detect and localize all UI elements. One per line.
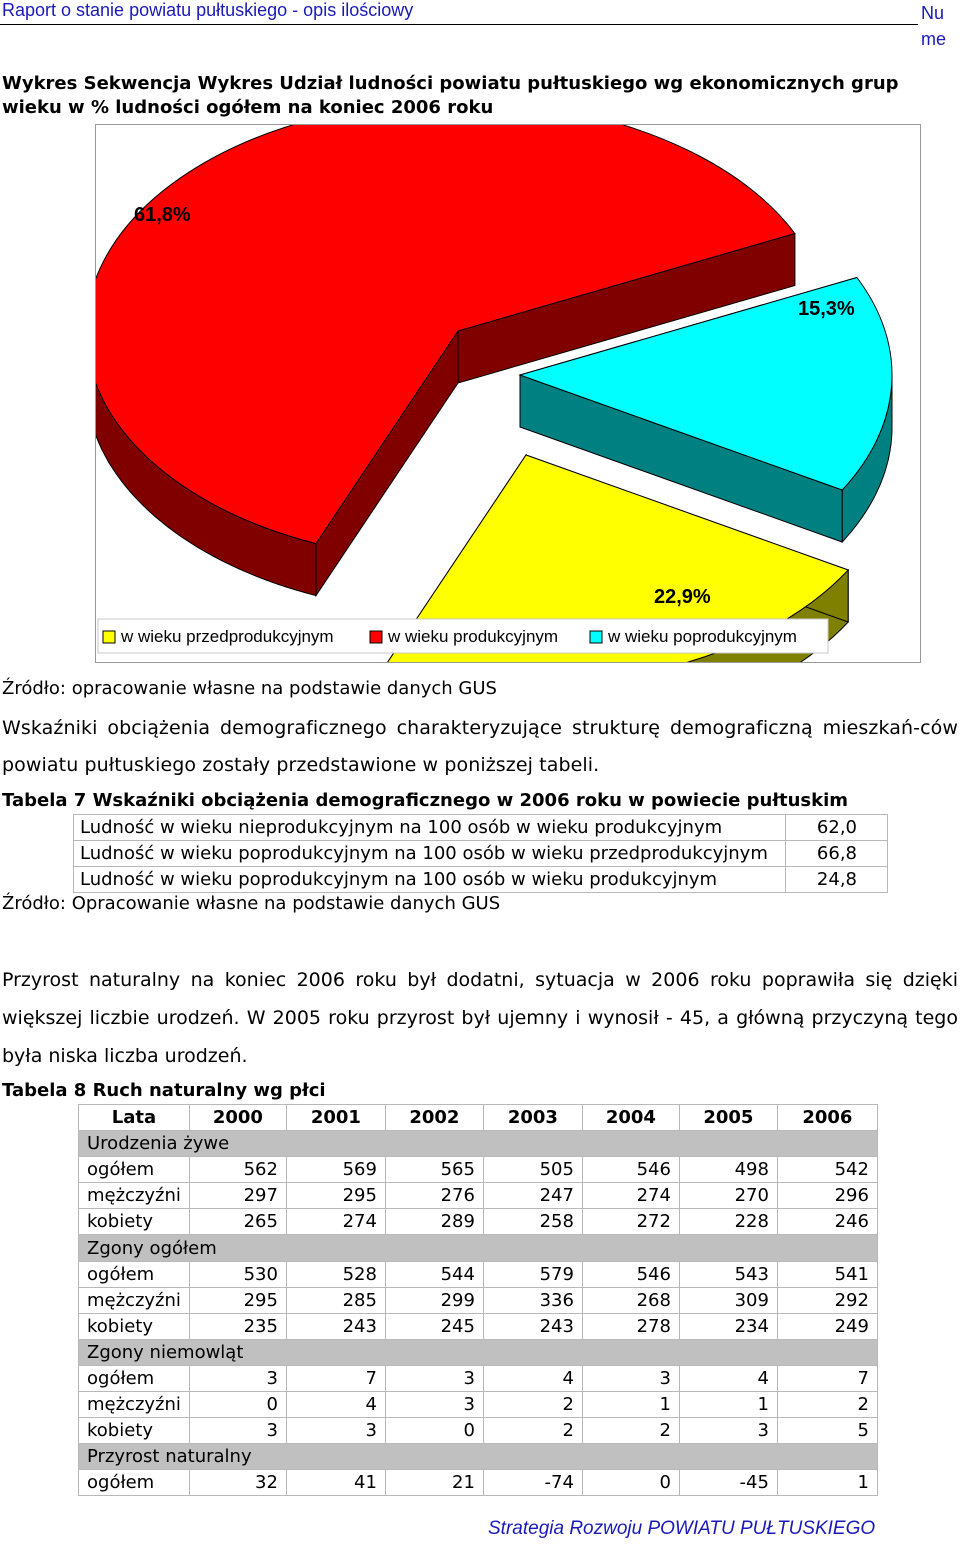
- table8-value-cell: 3: [582, 1365, 679, 1391]
- table7-row: [74, 815, 888, 841]
- table8-row-label: mężczyźni: [79, 1392, 190, 1418]
- table8-header-cell: 2004: [582, 1105, 679, 1131]
- table7-source-note: Źródło: Opracowanie własne na podstawie danych GUS: [2, 893, 501, 914]
- table8-value-cell: 243: [483, 1313, 582, 1339]
- table8-value-cell: 542: [777, 1157, 877, 1183]
- table8-row-label: ogółem: [79, 1365, 190, 1391]
- chart-title: Wykres Sekwencja Wykres Udział ludności powiatu pułtuskiego wg ekonomicznych grup wieku w % ludności ogółem na koniec 2006 roku: [2, 73, 899, 118]
- table8-value-cell: 3: [385, 1365, 483, 1391]
- table8-value-cell: 565: [385, 1157, 483, 1183]
- table8-value-cell: 562: [189, 1157, 286, 1183]
- table8-value-cell: 245: [385, 1313, 483, 1339]
- document-footer: Strategia Rozwoju POWIATU PUŁTUSKIEGO: [488, 1518, 876, 1539]
- table8-value-cell: 246: [777, 1209, 877, 1235]
- table8-row-label: ogółem: [79, 1470, 190, 1496]
- table8-value-cell: 3: [189, 1418, 286, 1444]
- table8-value-cell: 7: [286, 1365, 385, 1391]
- table7-label-cell: Ludność w wieku poprodukcyjnym na 100 osób w wieku przedprodukcyjnym: [74, 841, 786, 867]
- chart-source-note: Źródło: opracowanie własne na podstawie danych GUS: [2, 678, 497, 699]
- table7-value-cell: 62,0: [786, 815, 888, 841]
- table8-row-label: kobiety: [79, 1313, 190, 1339]
- table8-row-label: kobiety: [79, 1209, 190, 1235]
- table8-section-title: Zgony niemowląt: [79, 1339, 878, 1365]
- table8-header-cell: Lata: [79, 1105, 190, 1131]
- table8-row: [79, 1313, 878, 1339]
- table8-value-cell: 295: [189, 1287, 286, 1313]
- table8-value-cell: 2: [777, 1392, 877, 1418]
- table7-value-cell: 24,8: [786, 867, 888, 893]
- table8-value-cell: 505: [483, 1157, 582, 1183]
- header-rule: [0, 24, 918, 25]
- table8-section-title: Przyrost naturalny: [79, 1444, 878, 1470]
- table8-row: [79, 1365, 878, 1391]
- table8-value-cell: 579: [483, 1261, 582, 1287]
- table8-value-cell: 336: [483, 1287, 582, 1313]
- paragraph-natural-growth: Przyrost naturalny na koniec 2006 roku był dodatni, sytuacja w 2006 roku poprawiła się dzięki większej liczbie urodzeń. W 2005 roku przyrost był ujemny i wynosił - 45, a główną przyczyną tego była niska liczba urodzeń.: [2, 969, 958, 1067]
- table8-value-cell: 235: [189, 1313, 286, 1339]
- table8-value-cell: 1: [679, 1392, 777, 1418]
- table8-value-cell: 0: [385, 1418, 483, 1444]
- table7-row: [74, 841, 888, 867]
- pie-data-label-post-productive: 15,3%: [798, 298, 855, 320]
- table8-header-cell: 2000: [189, 1105, 286, 1131]
- table8-value-cell: 292: [777, 1287, 877, 1313]
- table8-header-cell: 2005: [679, 1105, 777, 1131]
- table8-value-cell: 285: [286, 1287, 385, 1313]
- legend-swatch-post-productive: [590, 631, 602, 643]
- page-number: Nu me: [921, 3, 947, 49]
- table7: [73, 814, 888, 893]
- table8-value-cell: 274: [286, 1209, 385, 1235]
- table8-value-cell: -74: [483, 1470, 582, 1496]
- table8-value-cell: 265: [189, 1209, 286, 1235]
- table8-value-cell: 543: [679, 1261, 777, 1287]
- table8: [78, 1104, 878, 1496]
- table8-section-row: [79, 1131, 878, 1157]
- table8-value-cell: 2: [483, 1418, 582, 1444]
- table7-label-cell: Ludność w wieku nieprodukcyjnym na 100 osób w wieku produkcyjnym: [74, 815, 786, 841]
- table8-value-cell: 234: [679, 1313, 777, 1339]
- table8-value-cell: 247: [483, 1183, 582, 1209]
- chart-frame: [95, 124, 921, 663]
- table8-value-cell: 4: [286, 1392, 385, 1418]
- table8-value-cell: 272: [582, 1209, 679, 1235]
- table8-header-cell: 2001: [286, 1105, 385, 1131]
- table8-value-cell: 4: [483, 1365, 582, 1391]
- legend-label-productive: w wieku produkcyjnym: [388, 627, 559, 646]
- table8-section-title: Zgony ogółem: [79, 1235, 878, 1261]
- table8-row: [79, 1470, 878, 1496]
- table8-header-cell: 2003: [483, 1105, 582, 1131]
- table7-caption: Tabela 7 Wskaźniki obciążenia demograficznego w 2006 roku w powiecie pułtuskim: [2, 790, 849, 811]
- table7-row: [74, 867, 888, 893]
- table8-value-cell: 546: [582, 1261, 679, 1287]
- table8-value-cell: 4: [679, 1365, 777, 1391]
- table8-value-cell: 276: [385, 1183, 483, 1209]
- table8-row: [79, 1209, 878, 1235]
- table8-section-row: [79, 1235, 878, 1261]
- table8-value-cell: 1: [777, 1470, 877, 1496]
- table8-value-cell: 3: [385, 1392, 483, 1418]
- table8-value-cell: 5: [777, 1418, 877, 1444]
- table8-value-cell: 546: [582, 1157, 679, 1183]
- document-header-title: Raport o stanie powiatu pułtuskiego - opis ilościowy: [2, 0, 414, 20]
- table8-header-cell: 2002: [385, 1105, 483, 1131]
- table8-row-label: kobiety: [79, 1418, 190, 1444]
- table8-value-cell: 243: [286, 1313, 385, 1339]
- table8-value-cell: 7: [777, 1365, 877, 1391]
- table8-value-cell: 541: [777, 1261, 877, 1287]
- table8-value-cell: 2: [582, 1418, 679, 1444]
- table8-value-cell: 41: [286, 1470, 385, 1496]
- table8-value-cell: -45: [679, 1470, 777, 1496]
- table8-section-row: [79, 1444, 878, 1470]
- table8-value-cell: 270: [679, 1183, 777, 1209]
- table8-value-cell: 0: [582, 1470, 679, 1496]
- table8-row: [79, 1157, 878, 1183]
- table8-value-cell: 2: [483, 1392, 582, 1418]
- table8-value-cell: 289: [385, 1209, 483, 1235]
- table8-caption: Tabela 8 Ruch naturalny wg płci: [2, 1080, 326, 1101]
- table8-value-cell: 228: [679, 1209, 777, 1235]
- table8-row: [79, 1261, 878, 1287]
- table8-value-cell: 528: [286, 1261, 385, 1287]
- table7-value-cell: 66,8: [786, 841, 888, 867]
- table8-row-label: mężczyźni: [79, 1183, 190, 1209]
- legend-swatch-productive: [370, 631, 382, 643]
- table8-value-cell: 530: [189, 1261, 286, 1287]
- table8-value-cell: 258: [483, 1209, 582, 1235]
- table8-value-cell: 21: [385, 1470, 483, 1496]
- table8-value-cell: 3: [679, 1418, 777, 1444]
- pie-chart: [96, 125, 920, 662]
- table8-row-label: mężczyźni: [79, 1287, 190, 1313]
- table8-value-cell: 268: [582, 1287, 679, 1313]
- legend-label-pre-productive: w wieku przedprodukcyjnym: [121, 627, 334, 646]
- table8-value-cell: 3: [189, 1365, 286, 1391]
- table8-value-cell: 498: [679, 1157, 777, 1183]
- pie-data-label-pre-productive: 22,9%: [654, 586, 711, 608]
- table8-header-cell: 2006: [777, 1105, 877, 1131]
- table8-section-title: Urodzenia żywe: [79, 1131, 878, 1157]
- table8-row: [79, 1418, 878, 1444]
- table8-value-cell: 278: [582, 1313, 679, 1339]
- legend-label-post-productive: w wieku poprodukcyjnym: [608, 627, 797, 646]
- table8-value-cell: 544: [385, 1261, 483, 1287]
- table7-label-cell: Ludność w wieku poprodukcyjnym na 100 osób w wieku produkcyjnym: [74, 867, 786, 893]
- chart-legend: [98, 619, 828, 653]
- table8-value-cell: 3: [286, 1418, 385, 1444]
- table8-value-cell: 299: [385, 1287, 483, 1313]
- table8-row-label: ogółem: [79, 1157, 190, 1183]
- table8-row: [79, 1392, 878, 1418]
- table8-value-cell: 569: [286, 1157, 385, 1183]
- table8-value-cell: 297: [189, 1183, 286, 1209]
- paragraph-dependency-ratios: Wskaźniki obciążenia demograficznego charakteryzujące strukturę demograficzną mieszkań-ców powiatu pułtuskiego zostały przedstawione w poniższej tabeli.: [2, 717, 958, 776]
- table8-value-cell: 0: [189, 1392, 286, 1418]
- table8-value-cell: 32: [189, 1470, 286, 1496]
- table8-section-row: [79, 1339, 878, 1365]
- table8-value-cell: 1: [582, 1392, 679, 1418]
- pie-data-label-productive: 61,8%: [134, 204, 191, 226]
- table8-value-cell: 295: [286, 1183, 385, 1209]
- legend-swatch-pre-productive: [103, 631, 115, 643]
- table8-row-label: ogółem: [79, 1261, 190, 1287]
- table8-row: [79, 1287, 878, 1313]
- table8-value-cell: 249: [777, 1313, 877, 1339]
- table8-value-cell: 274: [582, 1183, 679, 1209]
- table8-row: [79, 1183, 878, 1209]
- table8-value-cell: 296: [777, 1183, 877, 1209]
- table8-value-cell: 309: [679, 1287, 777, 1313]
